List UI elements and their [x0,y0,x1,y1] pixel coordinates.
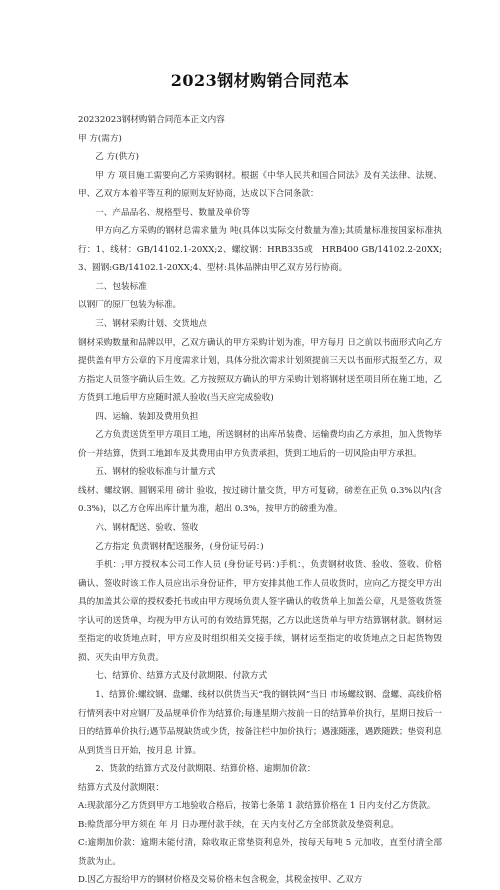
clause-item: C:逾期加价款：逾期未能付清，除收取正常垫资利息外，按每天每吨 5 元加收，直至付清全部货款为止。 [78,838,442,867]
section-heading: 一、产品品名、规格型号、数量及单价等 [95,207,250,218]
section-paragraph: 结算方式及付款期限： [78,782,164,793]
clause-item: B:赊货部分甲方须在 年 月 日办理付款手续，在 天内支付乙方全部货款及垫资利息。 [78,819,399,830]
clause-item: A:现款部分乙方货到甲方工地验收合格后，按第七条第 1 款结算价格在 1 日内支付乙方货款。 [78,801,436,812]
section-heading: 六、钢材配送、验收、签收 [95,523,199,534]
section-heading: 三、钢材采购计划、交货地点 [95,319,207,330]
section-heading: 二、包装标准 [95,281,147,292]
section-paragraph: 2、货款的结算方式及付款期限、结算价格、逾期加价款： [95,764,316,775]
section-paragraph: 乙方负责送货至甲方项目工地，所送钢材的出库吊装费、运输费均由乙方承担，加入货物毕价一并结算，货到工地卸车及其费用由甲方负责承担，货到工地后的一切风险由甲方承担。 [78,430,442,459]
section-heading: 五、钢材的验收标准与计量方式 [95,467,216,478]
party-a-label: 甲 方(需方) [78,133,122,144]
party-b-label: 乙 方(供方) [95,152,139,163]
section-paragraph: 1、结算价:螺纹钢、盘螺、线材以供货当天“我的钢铁网”当日 市场螺纹钢、盘螺、高线价格行情列表中对应钢厂及品规单价作为结算价;每逢星期六按前一日的结算单价执行，星期日按后一日的结算单价执行;遇节品规缺货或少货，按备注栏中加价执行；遇涨随涨，遇跌随跌；垫资利息从到货当日开始，按月息 计算。 [78,689,442,756]
section-paragraph: 钢材采购数量和品牌以甲，乙双方确认的甲方采购计划为准，甲方每月 日之前以书面形式向乙方提供盖有甲方公章的下月度需求计划，具体分批次需求计划须提前三天以书面形式报至乙方，双方指定人员签字确认后生效。乙方按照双方确认的甲方采购计划将钢材送至项目所在施工地，乙方货到工地后甲方应随时派人验收(当天应完成验收) [78,337,442,404]
section-paragraph: 以钢厂的原厂包装为标准。 [78,300,182,311]
document-body [78,111,442,890]
section-paragraph: 甲方向乙方采购的钢材总需求量为 吨(具体以实际交付数量为准);其质量标准按国家标准执行：1、线材：GB/14102.1-20XX;2、螺纹钢：HRB335或 HRB400 GB/14102.2-20XX;3、圆钢:GB/14102.1-20XX;4、型材:具体品牌由甲乙双方另行协商。 [78,226,442,274]
section-heading: 四、运输、装卸及费用负担 [95,411,199,422]
clause-item: D.因乙方报给甲方的钢材价格及交易价格未包含税金，其税金按甲、乙双方 [78,875,363,886]
section-heading: 七、结算价、结算方式及付款期限、付款方式 [95,671,268,682]
section-paragraph: 手机：;甲方授权本公司工作人员 (身份证号码：)手机：，负责钢材收货、验收、签收、价格确认、签收时该工作人员应出示身份证件，甲方安排其他工作人员收货时，应向乙方提交甲方出具的加盖其公章的授权委托书或由甲方现场负责人签字确认的收货单上加盖公章，凡是签收货签字认可的送货单，均视为甲方认可的有效结算凭据，乙方以此送货单与甲方结算钢材款。钢材运至指定的收货地点时，甲方应及时组织相关交接手续，钢材运至指定的收货地点之日起货物毁损、灭失由甲方负责。 [78,560,442,663]
section-paragraph: 线材、螺纹钢、圆钢采用 磅计 验收，按过磅计量交货，甲方可复磅，磅差在正负 0.3%以内(含 0.3%)，以乙方仓库出库计量为准，超出 0.3%，按甲方的磅重为准。 [78,485,442,515]
section-paragraph: 乙方指定 负责钢材配送服务，(身份证号码：) [95,541,264,552]
preamble-paragraph: 甲 方 项目施工需要向乙方采购钢材。根据《中华人民共和国合同法》及有关法律、法规、甲、乙双方本着平等互利的原则友好协商，达成以下合同条款： [78,170,442,200]
doc-subtitle: 20232023钢材购销合同范本正文内容 [78,115,225,125]
document-title: 2023钢材购销合同范本 [170,71,350,90]
